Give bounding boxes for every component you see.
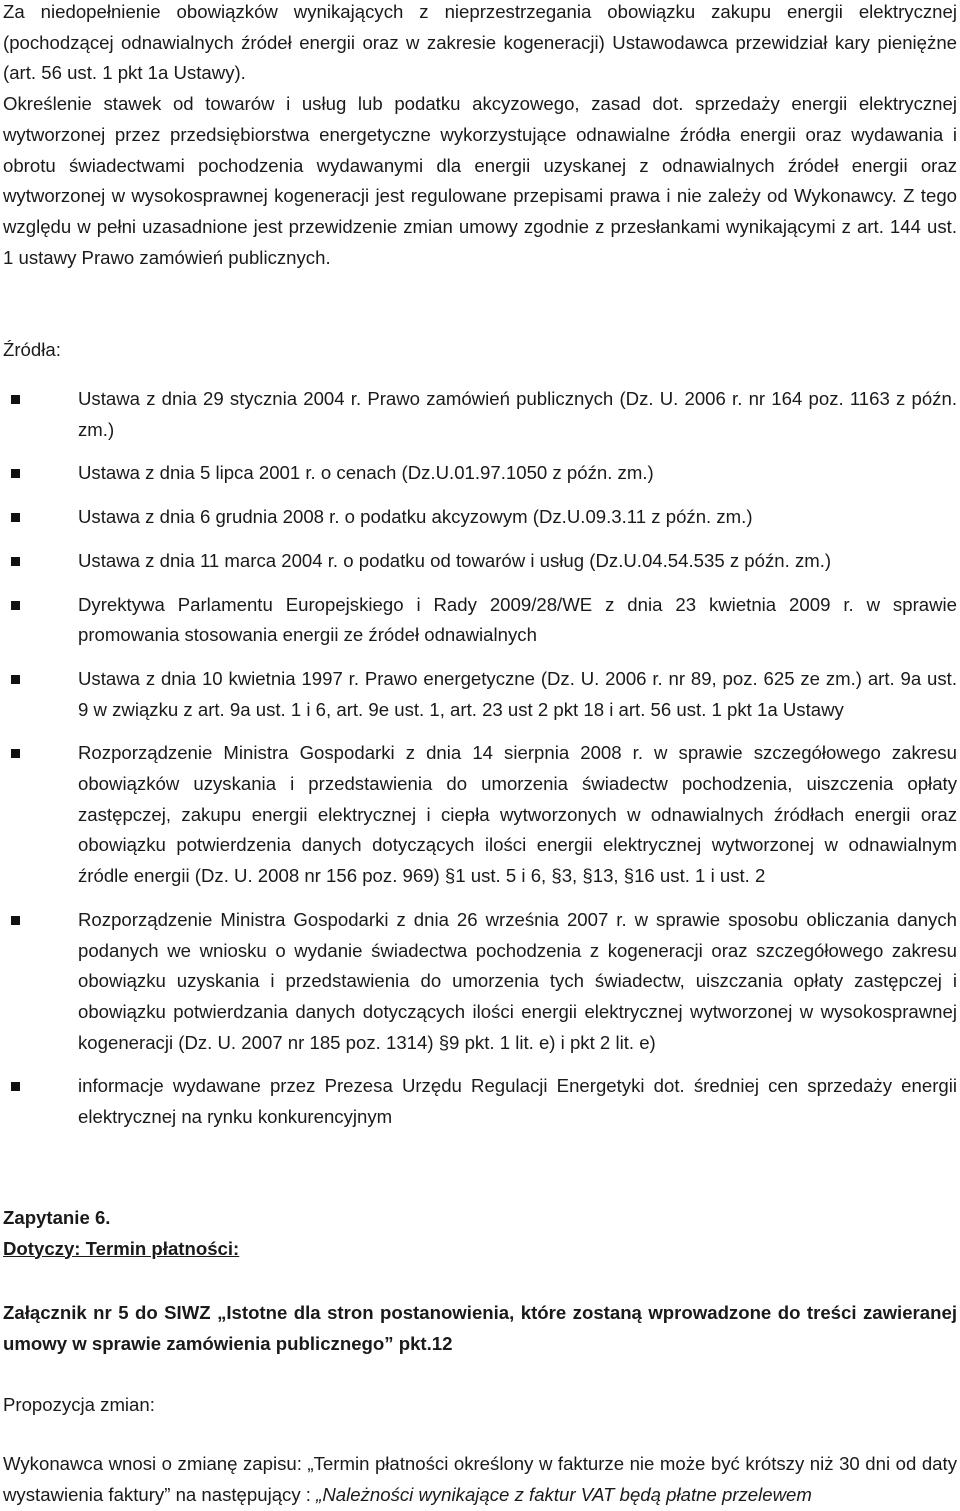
intro-paragraph-1: Za niedopełnienie obowiązków wynikających z nieprzestrzegania obowiązku zakupu energii elektrycznej (pochodzącej odnawialnych źródeł energii oraz w zakresie kogeneracji) Ustawodawca przewidział kary pieniężne (art. 56 ust. 1 pkt 1a Ustawy).: [3, 1, 957, 84]
source-item: Rozporządzenie Ministra Gospodarki z dnia 14 sierpnia 2008 r. w sprawie szczegółowego zakresu obowiązków uzyskania i przedstawienia do umorzenia świadectw pochodzenia, uiszczenia opłaty zastępczej, zakupu energii elektrycznej i ciepła wytworzonych w odnawialnych źródłach energii oraz obowiązku potwierdzenia danych dotyczących ilości energii elektrycznej wytworzonej w odnawialnym źródle energii (Dz. U. 2008 nr 156 poz. 969) §1 ust. 5 i 6, §3, §13, §16 ust. 1 i ust. 2: [3, 738, 957, 892]
source-item: Ustawa z dnia 5 lipca 2001 r. o cenach (Dz.U.01.97.1050 z późn. zm.): [3, 458, 957, 489]
square-bullet-icon: [11, 513, 20, 522]
square-bullet-icon: [11, 469, 20, 478]
source-item: Rozporządzenie Ministra Gospodarki z dnia 26 września 2007 r. w sprawie sposobu obliczania danych podanych we wniosku o wydanie świadectwa pochodzenia z kogeneracji oraz szczegółowego zakresu obowiązku uzyskania i przedstawienia do umorzenia tych świadectw, uiszczania opłaty zastępczej i obowiązku potwierdzania danych dotyczących ilości energii elektrycznej wytworzonej w wysokosprawnej kogeneracji (Dz. U. 2007 nr 185 poz. 1314) §9 pkt. 1 lit. e) i pkt 2 lit. e): [3, 905, 957, 1059]
spacer: [3, 1146, 957, 1203]
question-title: Zapytanie 6.: [3, 1206, 111, 1228]
sources-heading: Źródła:: [3, 339, 61, 361]
spacer: [3, 1420, 957, 1449]
square-bullet-icon: [11, 557, 20, 566]
spacer: [3, 1360, 957, 1390]
source-item: Dyrektywa Parlamentu Europejskiego i Rady 2009/28/WE z dnia 23 kwietnia 2009 r. w sprawie promowania stosowania energii ze źródeł odnawialnych: [3, 590, 957, 651]
source-item: Ustawa z dnia 10 kwietnia 1997 r. Prawo energetyczne (Dz. U. 2006 r. nr 89, poz. 625 ze zm.) art. 9a ust. 9 w związku z art. 9a ust. 1 i 6, art. 9e ust. 1, art. 23 ust 2 pkt 18 i art. 56 ust. 1 pkt 1a Ustawy: [3, 664, 957, 725]
source-item: Ustawa z dnia 29 stycznia 2004 r. Prawo zamówień publicznych (Dz. U. 2006 r. nr 164 poz. 1163 z późn. zm.): [3, 384, 957, 445]
square-bullet-icon: [11, 395, 20, 404]
square-bullet-icon: [11, 1082, 20, 1091]
source-item: informacje wydawane przez Prezesa Urzędu Regulacji Energetyki dot. średniej cen sprzedaży energii elektrycznej na rynku konkurencyjnym: [3, 1071, 957, 1132]
square-bullet-icon: [11, 601, 20, 610]
proposal-text: Wykonawca wnosi o zmianę zapisu: „Termin płatności określony w fakturze nie może być krótszy niż 30 dni od daty wystawienia faktury” na następujący : „Należności wynikające z faktur VAT będą płatne przelewem: [3, 1453, 957, 1506]
question-subject: Dotyczy: Termin płatności:: [3, 1237, 240, 1259]
square-bullet-icon: [11, 749, 20, 758]
sources-list: [3, 384, 957, 1133]
square-bullet-icon: [11, 916, 20, 925]
attachment-reference: Załącznik nr 5 do SIWZ „Istotne dla stron postanowienia, które zostaną wprowadzone do treści zawieranej umowy w sprawie zamówienia publicznego” pkt.12: [3, 1302, 957, 1354]
square-bullet-icon: [11, 675, 20, 684]
intro-paragraph-2: Określenie stawek od towarów i usług lub podatku akcyzowego, zasad dot. sprzedaży energii elektrycznej wytworzonej przez przedsiębiorstwa energetyczne wykorzystujące odnawialne źródła energii oraz wydawania i obrotu świadectwami pochodzenia wydawanymi dla energii uzyskanej z odnawialnych źródeł energii oraz wytworzonej w wysokosprawnej kogeneracji jest regulowane przepisami prawa i nie zależy od Wykonawcy. Z tego względu w pełni uzasadnione jest przewidzenie zmian umowy zgodnie z przesłankami wynikającymi z art. 144 ust. 1 ustawy Prawo zamówień publicznych.: [3, 93, 957, 268]
spacer: [3, 1264, 957, 1298]
proposal-heading: Propozycja zmian:: [3, 1393, 155, 1415]
source-item: Ustawa z dnia 11 marca 2004 r. o podatku od towarów i usług (Dz.U.04.54.535 z późn. zm.): [3, 546, 957, 577]
source-item: Ustawa z dnia 6 grudnia 2008 r. o podatku akcyzowym (Dz.U.09.3.11 z późn. zm.): [3, 502, 957, 533]
spacer: [3, 273, 957, 335]
